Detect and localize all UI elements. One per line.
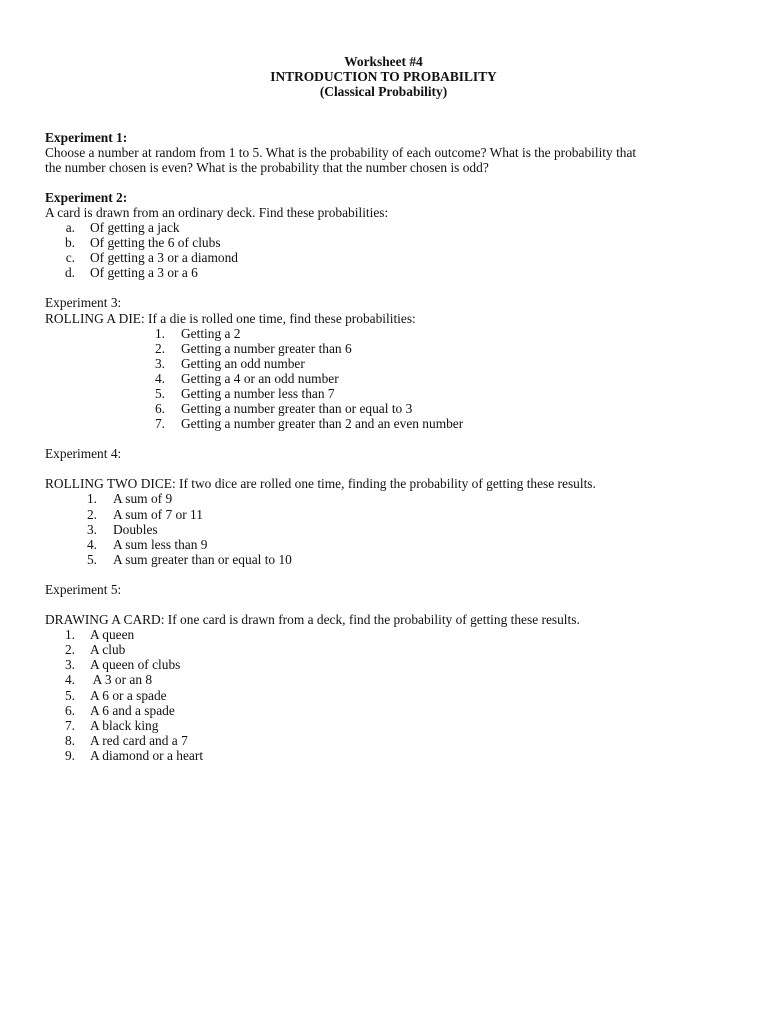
list-item [45,235,725,250]
list-marker: c. [65,250,75,266]
list-item [45,356,725,371]
list-item-text: Getting a number greater than 2 and an even number [181,416,464,432]
list-item [45,537,725,552]
experiment-5-heading: Experiment 5: [45,581,122,597]
experiment-1-section [45,130,725,175]
list-marker: 5. [64,687,75,703]
list-item-text: A sum greater than or equal to 10 [113,551,292,567]
experiment-3-section [45,295,725,431]
list-item-text: Of getting a jack [90,220,180,236]
list-marker: 1. [86,491,97,507]
list-marker: d. [64,265,75,281]
list-item [45,416,725,431]
list-marker: 8. [64,732,75,748]
list-item [45,220,725,235]
experiment-3-list [45,326,725,432]
list-marker: 3. [64,657,75,673]
list-item-text: A black king [90,717,159,733]
experiment-5-list [45,627,725,763]
list-marker: 9. [64,747,75,763]
list-item [45,642,725,657]
list-item [45,522,725,537]
list-item [45,371,725,386]
list-item-text: Of getting a 3 or a diamond [90,250,239,266]
list-marker: 2. [154,340,165,356]
list-marker: 3. [154,355,165,371]
list-marker: 5. [86,551,97,567]
list-item [45,386,725,401]
list-item-text: A 3 or an 8 [90,672,153,688]
list-item-text: Getting an odd number [181,355,305,371]
experiment-2-section [45,190,725,281]
list-marker: 1. [154,325,165,341]
list-item-text: A 6 and a spade [90,702,175,718]
list-item-text: Getting a number greater than or equal to 3 [181,401,413,417]
list-marker: 2. [64,642,75,658]
experiment-1-text-line-2: the number chosen is even? What is the probability that the number chosen is odd? [45,159,489,175]
list-item [45,401,725,416]
experiment-3-heading: Experiment 3: [45,295,122,311]
list-item-text: Doubles [113,521,158,537]
list-item-text: A diamond or a heart [90,747,204,763]
list-marker: 4. [64,672,75,688]
experiment-2-intro: A card is drawn from an ordinary deck. Find these probabilities: [45,204,389,220]
list-item [45,265,725,280]
list-item [45,672,725,687]
list-item-text: Of getting a 3 or a 6 [90,265,198,281]
worksheet-subtitle: (Classical Probability) [319,84,448,100]
list-item [45,688,725,703]
experiment-5-intro: DRAWING A CARD: If one card is drawn from a deck, find the probability of getting these results. [45,612,580,628]
list-item-text: Getting a number greater than 6 [181,340,352,356]
list-marker: 1. [64,627,75,643]
list-item [45,507,725,522]
list-item-text: A club [90,642,126,658]
list-marker: 7. [64,717,75,733]
list-marker: 6. [64,702,75,718]
list-item-text: Getting a 2 [181,325,241,341]
list-marker: 5. [154,386,165,402]
list-item [45,657,725,672]
experiment-5-section [45,582,725,763]
list-marker: 2. [86,506,97,522]
experiment-4-section [45,446,725,567]
experiment-2-heading: Experiment 2: [45,189,128,205]
list-item-text: A queen of clubs [90,657,181,673]
list-item-text: A sum less than 9 [113,536,208,552]
list-item [45,703,725,718]
list-marker: 7. [154,416,165,432]
list-item [45,748,725,763]
list-marker: 4. [154,370,165,386]
experiment-4-intro: ROLLING TWO DICE: If two dice are rolled one time, finding the probability of getting these results. [45,476,596,492]
list-item [45,250,725,265]
list-marker: 6. [154,401,165,417]
experiment-4-heading: Experiment 4: [45,446,122,462]
list-item-text: A sum of 7 or 11 [113,506,203,522]
experiment-2-list [45,220,725,280]
list-item-text: A 6 or a spade [90,687,167,703]
worksheet-number: Worksheet #4 [344,54,423,69]
list-item [45,627,725,642]
list-marker: 4. [86,536,97,552]
list-item [45,552,725,567]
worksheet-header [45,54,722,100]
list-item-text: A red card and a 7 [90,732,188,748]
list-item-text: A sum of 9 [113,491,173,507]
list-item-text: A queen [90,627,135,643]
list-marker: b. [64,235,75,251]
experiment-1-heading: Experiment 1: [45,129,128,145]
worksheet-content [45,54,725,763]
list-item-text: Getting a number less than 7 [181,386,335,402]
experiment-1-text-line-1: Choose a number at random from 1 to 5. What is the probability of each outcome? What is the probability that [45,144,637,160]
list-marker: a. [65,220,75,236]
experiment-4-list [45,491,725,566]
list-item [45,718,725,733]
list-marker: 3. [86,521,97,537]
worksheet-title: INTRODUCTION TO PROBABILITY [270,69,497,85]
list-item-text: Of getting the 6 of clubs [90,235,221,251]
list-item-text: Getting a 4 or an odd number [181,370,339,386]
list-item [45,491,725,506]
list-item [45,733,725,748]
list-item [45,341,725,356]
list-item [45,326,725,341]
experiment-3-intro: ROLLING A DIE: If a die is rolled one time, find these probabilities: [45,310,416,326]
